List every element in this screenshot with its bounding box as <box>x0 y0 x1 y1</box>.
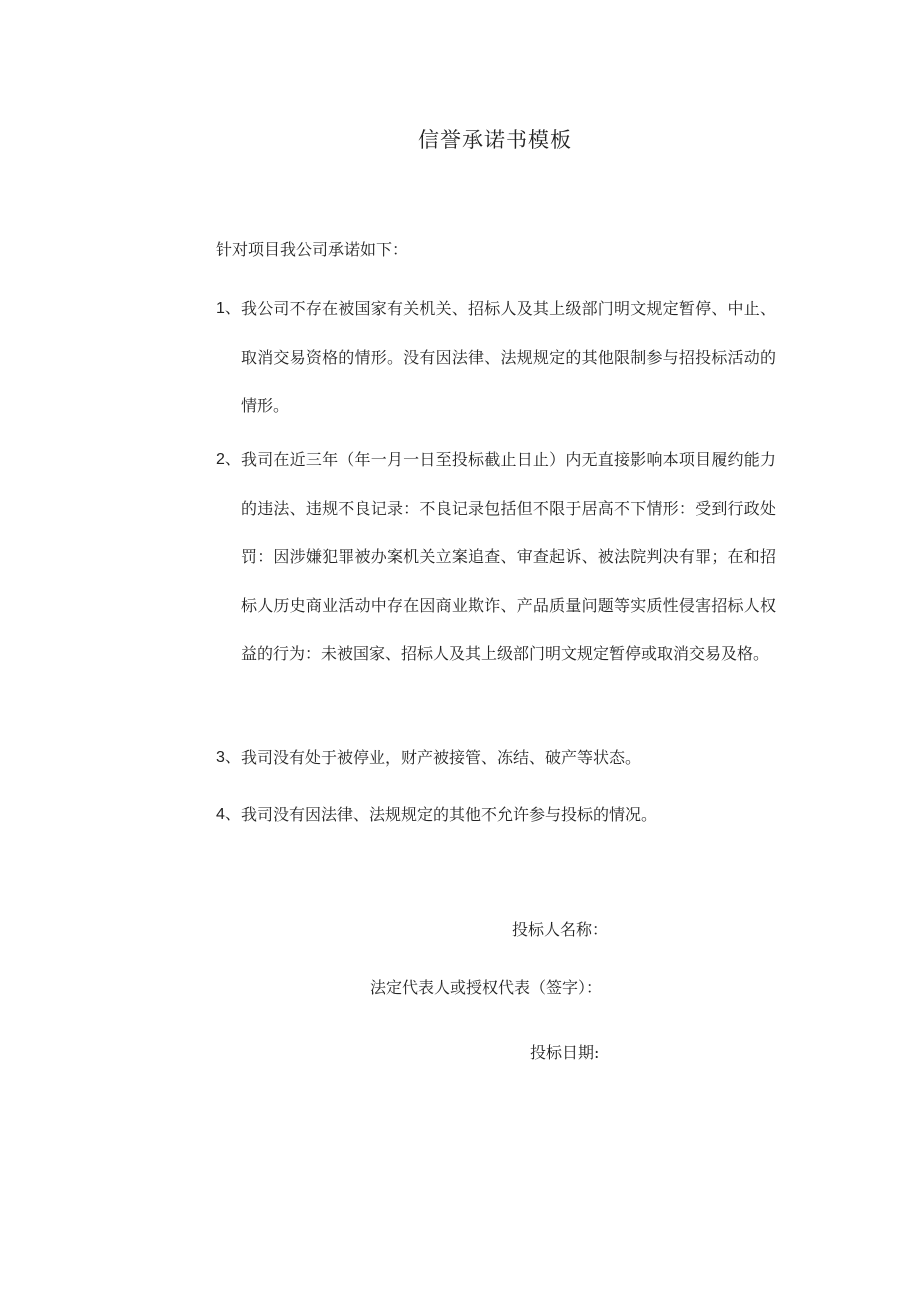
item-text: 我司在近三年（年一月一日至投标截止日止）内无直接影响本项目履约能力的违法、违规不良记录：不良记录包括但不限于居高不下情形：受到行政处罚：因涉嫌犯罪被办案机关立案追查、审查起诉、被法院判决有罪；在和招标人历史商业活动中存在因商业欺诈、产品质量问题等实质性侵害招标人权益的行为：未被国家、招标人及其上级部门明文规定暂停或取消交易及格。 <box>241 450 776 663</box>
item-text: 我公司不存在被国家有关机关、招标人及其上级部门明文规定暂停、中止、取消交易资格的情形。没有因法律、法规规定的其他限制参与招投标活动的情形。 <box>241 299 776 415</box>
intro-text: 针对项目我公司承诺如下： <box>216 240 409 259</box>
item-text: 我司没有因法律、法规规定的其他不允许参与投标的情况。 <box>241 805 658 824</box>
bid-date-label: 投标日期: <box>530 1043 600 1062</box>
commitment-item-4 <box>216 791 776 840</box>
document-title: 信誉承诺书模板 <box>418 128 572 152</box>
item-number: 2、 <box>216 451 241 468</box>
commitment-item-2 <box>216 436 776 679</box>
item-number: 1、 <box>216 300 241 317</box>
item-number: 3、 <box>216 749 241 766</box>
bidder-name-label: 投标人名称： <box>512 920 609 939</box>
item-text: 我司没有处于被停业，财产被接管、冻结、破产等状态。 <box>241 748 642 767</box>
representative-signature-label: 法定代表人或授权代表（签字）： <box>370 978 603 997</box>
commitment-item-1 <box>216 285 776 431</box>
commitment-item-3 <box>216 734 776 783</box>
item-number: 4、 <box>216 806 241 823</box>
